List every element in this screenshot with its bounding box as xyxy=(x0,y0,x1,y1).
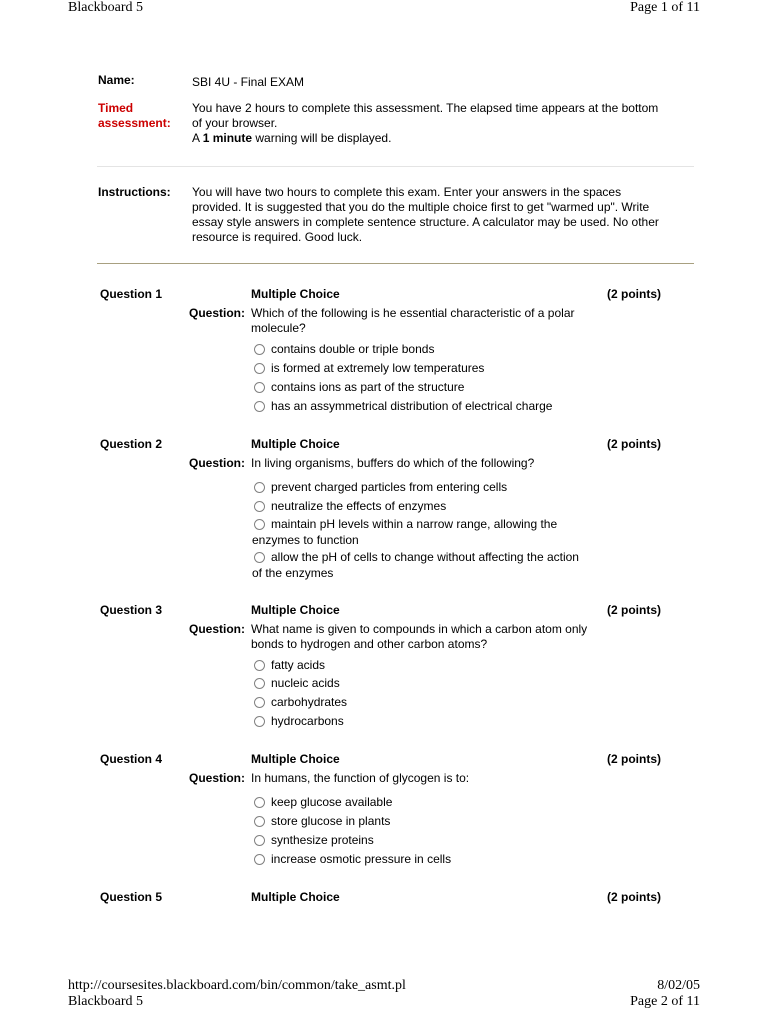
radio-button[interactable] xyxy=(254,344,265,355)
print-header-title: Blackboard 5 xyxy=(68,0,144,15)
question-label: Question: xyxy=(189,771,245,785)
question-type: Multiple Choice xyxy=(251,603,340,617)
answer-option[interactable]: allow the pH of cells to change without affecting the action of the enzymes xyxy=(252,550,579,580)
question-text: Which of the following is he essential characteristic of a polar molecule? xyxy=(251,306,575,335)
radio-button[interactable] xyxy=(254,401,265,412)
question-number: Question 5 xyxy=(100,890,163,904)
radio-button[interactable] xyxy=(254,854,265,865)
answer-option[interactable]: increase osmotic pressure in cells xyxy=(254,852,451,867)
instructions-label: Instructions: xyxy=(98,185,171,199)
radio-button[interactable] xyxy=(254,519,265,530)
name-label: Name: xyxy=(98,73,135,87)
question-points: (2 points) xyxy=(607,437,661,451)
radio-button[interactable] xyxy=(254,482,265,493)
radio-button[interactable] xyxy=(254,797,265,808)
timed-label: Timed assessment: xyxy=(98,101,171,130)
question-label: Question: xyxy=(189,622,245,636)
question-number: Question 2 xyxy=(100,437,163,451)
question-text: What name is given to compounds in which a carbon atom only bonds to hydrogen and other carbon atoms? xyxy=(251,622,588,651)
question-points: (2 points) xyxy=(607,603,661,617)
divider xyxy=(97,166,694,167)
answer-option[interactable]: contains ions as part of the structure xyxy=(254,380,464,395)
question-number: Question 1 xyxy=(100,287,163,301)
question-number: Question 3 xyxy=(100,603,163,617)
question-points: (2 points) xyxy=(607,287,661,301)
radio-button[interactable] xyxy=(254,697,265,708)
print-header-page: Page 2 of 11 xyxy=(630,994,700,1009)
answer-option[interactable]: prevent charged particles from entering cells xyxy=(254,480,507,495)
question-type: Multiple Choice xyxy=(251,437,340,451)
radio-button[interactable] xyxy=(254,835,265,846)
radio-button[interactable] xyxy=(254,678,265,689)
print-header-page: Page 1 of 11 xyxy=(630,0,700,15)
question-number: Question 4 xyxy=(100,752,163,766)
answer-option[interactable]: is formed at extremely low temperatures xyxy=(254,361,484,376)
instructions-text: You will have two hours to complete this exam. Enter your answers in the spaces provided. It is suggested that you do the multiple choice first to get "warmed up". Write essay style answers in complete sentence structure. A calculator may be used. No other resource is required. Good luck. xyxy=(192,185,659,244)
radio-button[interactable] xyxy=(254,816,265,827)
radio-button[interactable] xyxy=(254,552,265,563)
question-type: Multiple Choice xyxy=(251,890,340,904)
print-header-title: Blackboard 5 xyxy=(68,994,144,1009)
question-type: Multiple Choice xyxy=(251,287,340,301)
answer-option[interactable]: contains double or triple bonds xyxy=(254,342,434,357)
radio-button[interactable] xyxy=(254,716,265,727)
radio-button[interactable] xyxy=(254,363,265,374)
question-points: (2 points) xyxy=(607,890,661,904)
answer-option[interactable]: fatty acids xyxy=(254,658,325,673)
question-type: Multiple Choice xyxy=(251,752,340,766)
question-label: Question: xyxy=(189,306,245,320)
answer-option[interactable]: synthesize proteins xyxy=(254,833,374,848)
answer-option[interactable]: maintain pH levels within a narrow range, allowing the enzymes to function xyxy=(252,517,558,547)
answer-option[interactable]: has an assymmetrical distribution of electrical charge xyxy=(254,399,552,414)
radio-button[interactable] xyxy=(254,660,265,671)
timed-description: You have 2 hours to complete this assessment. The elapsed time appears at the bottom of your browser. A 1 minute warning will be displayed. xyxy=(192,101,659,145)
answer-option[interactable]: keep glucose available xyxy=(254,795,392,810)
answer-option[interactable]: store glucose in plants xyxy=(254,814,390,829)
radio-button[interactable] xyxy=(254,382,265,393)
question-points: (2 points) xyxy=(607,752,661,766)
answer-option[interactable]: nucleic acids xyxy=(254,676,340,691)
answer-option[interactable]: hydrocarbons xyxy=(254,714,344,729)
answer-option[interactable]: neutralize the effects of enzymes xyxy=(254,499,446,514)
question-text: In humans, the function of glycogen is to: xyxy=(251,771,470,785)
radio-button[interactable] xyxy=(254,501,265,512)
divider-main xyxy=(97,263,694,264)
question-label: Question: xyxy=(189,456,245,470)
print-footer-date: 8/02/05 xyxy=(657,978,700,993)
print-footer-url: http://coursesites.blackboard.com/bin/common/take_asmt.pl xyxy=(68,978,406,993)
assessment-name: SBI 4U - Final EXAM xyxy=(192,75,305,89)
answer-option[interactable]: carbohydrates xyxy=(254,695,347,710)
question-text: In living organisms, buffers do which of the following? xyxy=(251,456,535,470)
